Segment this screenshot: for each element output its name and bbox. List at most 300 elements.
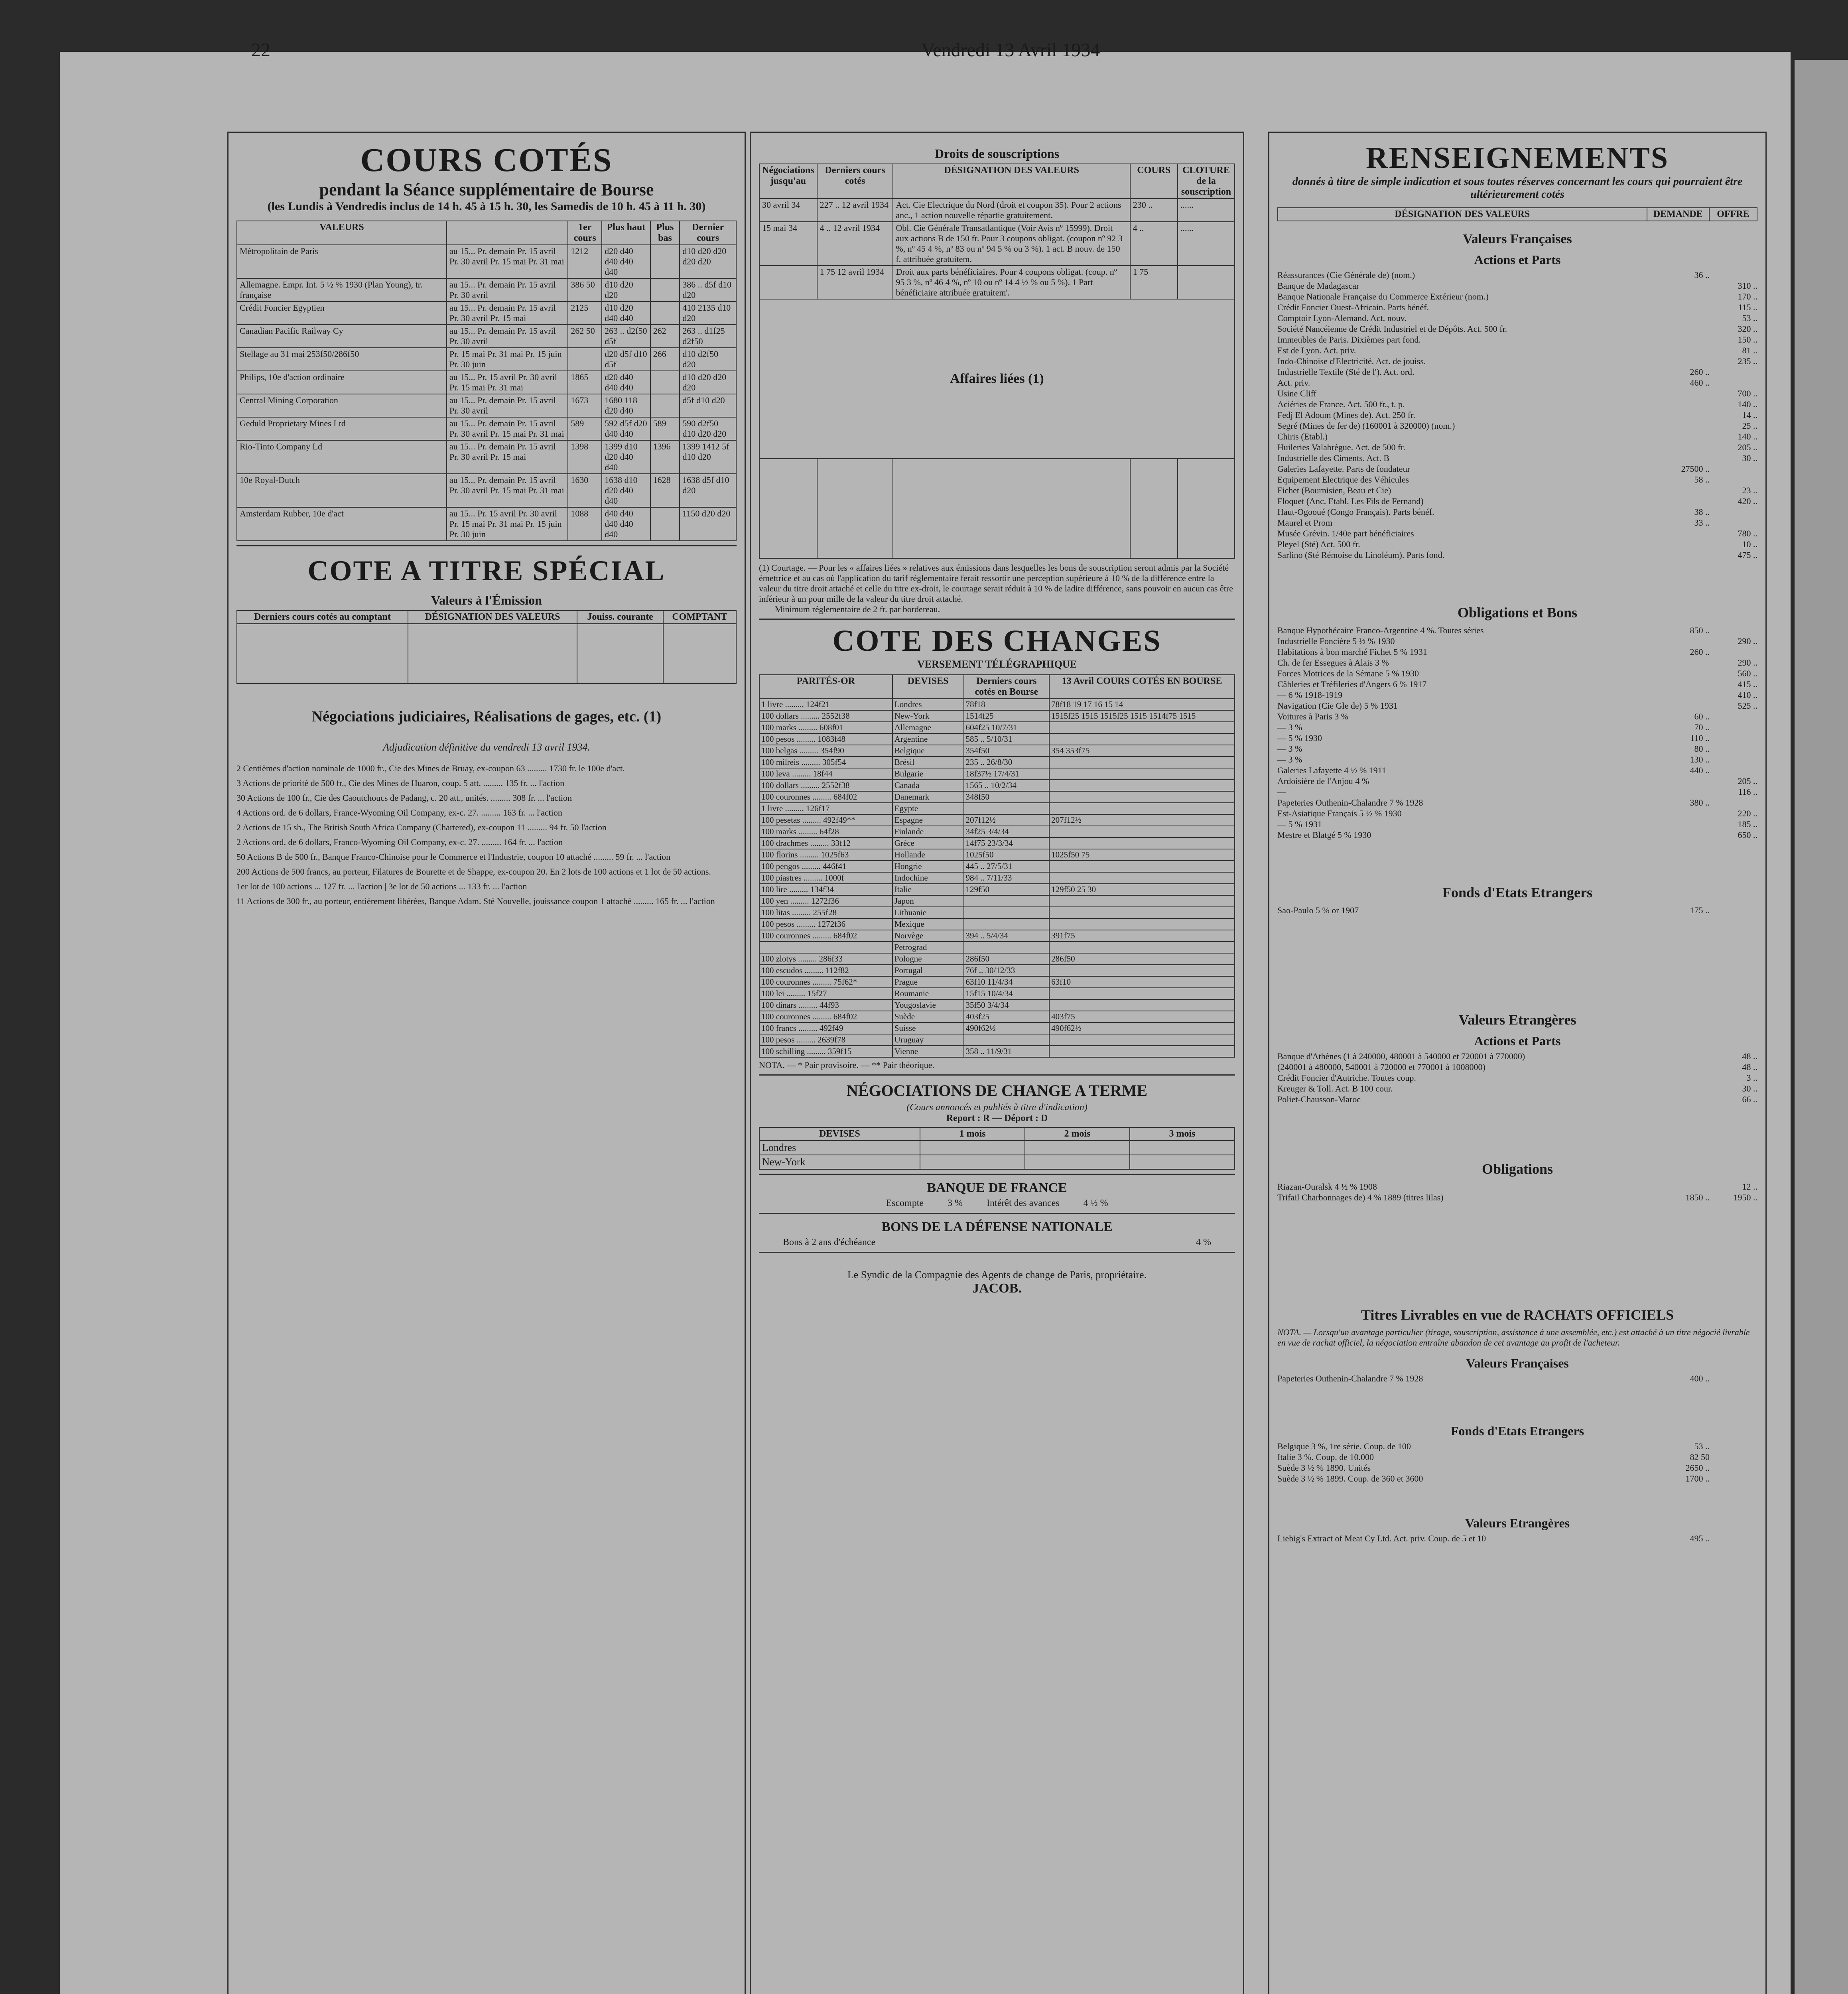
table-row xyxy=(759,733,1235,745)
item-offre: 220 .. xyxy=(1738,808,1757,818)
item-demande: 70 .. xyxy=(1694,722,1710,732)
item-name: Forces Motrices de la Sémane 5 % 1930 xyxy=(1277,668,1419,678)
item-name: (240001 à 480000, 540001 à 720000 et 770001 à 1008000) xyxy=(1277,1062,1485,1072)
table-row xyxy=(759,1034,1235,1046)
changes-cell-devise: Yougoslavie xyxy=(892,999,964,1011)
table-row xyxy=(759,849,1235,861)
changes-cell-dernier: 1025f50 xyxy=(964,849,1050,861)
list-item xyxy=(1277,280,1757,291)
cc-cell-last: 386 .. d5f d10 d20 xyxy=(680,278,736,301)
table-row xyxy=(759,872,1235,884)
item-name: Comptoir Lyon-Alemand. Act. nouv. xyxy=(1277,313,1407,323)
item-name: — 3 % xyxy=(1277,744,1302,754)
cc-cell-high: d20 d40 d40 d40 xyxy=(602,371,650,394)
table-row xyxy=(237,394,736,417)
item-demande xyxy=(1658,528,1710,539)
table-row xyxy=(759,266,1235,299)
cc-cell-first xyxy=(568,348,602,371)
changes-cell-parite: 1 livre ......... 124f21 xyxy=(759,699,892,710)
item-offre: 115 .. xyxy=(1738,302,1757,312)
changes-cell-cours: 207f12½ xyxy=(1049,814,1235,826)
changes-cell-cours xyxy=(1049,872,1235,884)
item-name: Papeteries Outhenin-Chalandre 7 % 1928 xyxy=(1277,1373,1423,1383)
ts-col-3: COMPTANT xyxy=(663,611,736,624)
item-name: Riazan-Ouralsk 4 ½ % 1908 xyxy=(1277,1182,1377,1192)
item-demande xyxy=(1658,1051,1710,1062)
item-demande xyxy=(1658,313,1710,323)
droits-cell-last: 1 75 12 avril 1934 xyxy=(817,266,893,299)
list-item xyxy=(1277,442,1757,453)
changes-cell-cours: 391f75 xyxy=(1049,930,1235,942)
cc-cell-high: 1399 d10 d20 d40 d40 xyxy=(602,440,650,474)
item-offre: 140 .. xyxy=(1738,399,1757,409)
cc-cell-terms: au 15... Pr. demain Pr. 15 avril Pr. 30 avril Pr. 15 mai xyxy=(447,301,568,325)
renseignements-header xyxy=(1277,207,1757,221)
list-item xyxy=(1277,420,1757,431)
table-row xyxy=(759,918,1235,930)
list-item xyxy=(1277,399,1757,410)
list-item xyxy=(1277,453,1757,463)
changes-cell-dernier: 604f25 10/7/31 xyxy=(964,722,1050,733)
cc-cell-low xyxy=(650,245,680,278)
ch-col-0: PARITÉS-OR xyxy=(759,675,892,699)
list-item xyxy=(1277,1441,1757,1452)
cc-cell-terms: Pr. 15 mai Pr. 31 mai Pr. 15 juin Pr. 30 juin xyxy=(447,348,568,371)
changes-cell-devise: Egypte xyxy=(892,803,964,814)
cc-cell-low xyxy=(650,301,680,325)
list-item xyxy=(1277,679,1757,690)
item-offre xyxy=(1710,733,1757,743)
changes-cell-dernier xyxy=(964,1034,1050,1046)
item-name: Indo-Chinoise d'Electricité. Act. de jouiss. xyxy=(1277,356,1426,366)
item-offre xyxy=(1710,463,1757,474)
item-offre xyxy=(1710,722,1757,733)
rachats-title: Titres Livrables en vue de RACHATS OFFICIELS xyxy=(1361,1307,1674,1323)
item-demande xyxy=(1658,410,1710,420)
cc-cell-terms: au 15... Pr. demain Pr. 15 avril Pr. 30 avril Pr. 15 mai Pr. 31 mai xyxy=(447,417,568,440)
list-item xyxy=(1277,366,1757,377)
droits-cell-cours: 230 .. xyxy=(1130,199,1178,222)
list-item xyxy=(1277,302,1757,313)
cc-cell-name: Rio-Tinto Company Ld xyxy=(237,440,447,474)
changes-cell-dernier: 286f50 xyxy=(964,953,1050,965)
list-item xyxy=(1277,506,1757,517)
item-offre xyxy=(1710,765,1757,776)
col-first: 1er cours xyxy=(568,221,602,245)
cc-cell-low: 262 xyxy=(650,325,680,348)
changes-cell-devise: Portugal xyxy=(892,965,964,976)
changes-cell-dernier: 403f25 xyxy=(964,1011,1050,1023)
changes-cell-cours: 286f50 xyxy=(1049,953,1235,965)
item-demande xyxy=(1658,453,1710,463)
item-name: Société Nancéienne de Crédit Industriel et de Dépôts. Act. 500 fr. xyxy=(1277,324,1507,334)
item-name: Equipement Electrique des Véhicules xyxy=(1277,475,1409,485)
item-name: — 3 % xyxy=(1277,722,1302,732)
table-row xyxy=(759,930,1235,942)
item-name: Papeteries Outhenin-Chalandre 7 % 1928 xyxy=(1277,798,1423,808)
cc-cell-high: d20 d5f d10 d5f xyxy=(602,348,650,371)
cours-cotes-title: COURS COTÉS xyxy=(360,142,613,179)
changes-cell-dernier xyxy=(964,803,1050,814)
item-offre: 235 .. xyxy=(1738,356,1757,366)
item-demande: 495 .. xyxy=(1690,1533,1710,1543)
item-name: Ardoisière de l'Anjou 4 % xyxy=(1277,776,1369,786)
item-offre: 780 .. xyxy=(1738,528,1757,538)
list-item xyxy=(1277,496,1757,506)
changes-cell-dernier: 1514f25 xyxy=(964,710,1050,722)
list-item xyxy=(1277,646,1757,657)
item-demande: 850 .. xyxy=(1690,625,1710,635)
droits-cell-date: 30 avril 34 xyxy=(759,199,817,222)
item-offre xyxy=(1710,754,1757,765)
terme-row-londres: Londres xyxy=(759,1141,920,1155)
droits-cell-date: 15 mai 34 xyxy=(759,222,817,266)
ts-col-2: Jouiss. courante xyxy=(577,611,663,624)
item-demande xyxy=(1658,786,1710,797)
changes-table xyxy=(759,674,1235,1058)
changes-cell-devise: Brésil xyxy=(892,757,964,768)
titre-special-title: COTE A TITRE SPÉCIAL xyxy=(307,555,666,587)
item-offre: 205 .. xyxy=(1738,776,1757,786)
changes-cell-parite: 100 schilling ......... 359f15 xyxy=(759,1046,892,1057)
changes-cell-dernier xyxy=(964,907,1050,918)
changes-cell-devise: Mexique xyxy=(892,918,964,930)
changes-cell-cours xyxy=(1049,733,1235,745)
changes-cell-dernier xyxy=(964,942,1050,953)
rs-fonds-etats: Fonds d'Etats Etrangers xyxy=(1442,885,1593,900)
droits-cell-last: 227 .. 12 avril 1934 xyxy=(817,199,893,222)
column-left xyxy=(227,132,746,1994)
list-item xyxy=(1277,550,1757,560)
changes-cell-devise: Finlande xyxy=(892,826,964,837)
changes-cell-dernier xyxy=(964,895,1050,907)
cc-cell-name: Allemagne. Empr. Int. 5 ½ % 1930 (Plan Young), tr. française xyxy=(237,278,447,301)
col-last: Dernier cours xyxy=(680,221,736,245)
rs-valeurs-francaises: Valeurs Françaises xyxy=(1463,232,1572,246)
changes-cell-dernier: 358 .. 11/9/31 xyxy=(964,1046,1050,1057)
item-name: Sao-Paulo 5 % or 1907 xyxy=(1277,905,1359,915)
item-offre: 320 .. xyxy=(1738,324,1757,334)
changes-cell-parite: 100 litas ......... 255f28 xyxy=(759,907,892,918)
item-offre: 185 .. xyxy=(1738,819,1757,829)
list-item xyxy=(1277,765,1757,776)
item-demande xyxy=(1658,1062,1710,1072)
item-name: Industrielle des Ciments. Act. B xyxy=(1277,453,1390,463)
table-row xyxy=(237,371,736,394)
rs-col-2: OFFRE xyxy=(1709,208,1757,221)
cc-cell-high: d10 d20 d20 xyxy=(602,278,650,301)
terme-report: Report : R — Déport : D xyxy=(946,1113,1048,1123)
list-item xyxy=(1277,625,1757,636)
list-item xyxy=(1277,905,1757,916)
changes-cell-parite: 100 dollars ......... 2552f38 xyxy=(759,780,892,791)
item-offre: 1950 .. xyxy=(1733,1192,1757,1202)
droits-cell-cours: 1 75 xyxy=(1130,266,1178,299)
changes-cell-devise: Uruguay xyxy=(892,1034,964,1046)
item-demande: 380 .. xyxy=(1690,798,1710,808)
item-name: Banque de Madagascar xyxy=(1277,281,1359,291)
changes-cell-parite: 100 escudos ......... 112f82 xyxy=(759,965,892,976)
rs-col-0: DÉSIGNATION DES VALEURS xyxy=(1278,208,1647,221)
item-demande: 38 .. xyxy=(1694,507,1710,517)
changes-cell-cours: 78f18 19 17 16 15 14 xyxy=(1049,699,1235,710)
item-name: Aciéries de France. Act. 500 fr., t. p. xyxy=(1277,399,1405,409)
negociations-list xyxy=(236,763,737,906)
changes-cell-dernier xyxy=(964,918,1050,930)
negociation-line: 200 Actions de 500 francs, au porteur, Filatures de Bourette et de Shappe, ex-coupon 20. En 2 lots de 100 actions et 1 lot de 50 actions. xyxy=(236,867,711,877)
changes-cell-cours xyxy=(1049,861,1235,872)
negociations-adjudication: Adjudication définitive du vendredi 13 avril 1934. xyxy=(383,741,590,753)
cc-cell-name: Geduld Proprietary Mines Ltd xyxy=(237,417,447,440)
changes-cell-dernier: 1565 .. 10/2/34 xyxy=(964,780,1050,791)
item-offre: 3 .. xyxy=(1746,1073,1757,1083)
item-offre xyxy=(1710,1441,1757,1452)
changes-cell-dernier: 78f18 xyxy=(964,699,1050,710)
item-offre xyxy=(1710,377,1757,388)
changes-cell-parite: 100 marks ......... 608f01 xyxy=(759,722,892,733)
cc-cell-low xyxy=(650,394,680,417)
changes-cell-cours xyxy=(1049,895,1235,907)
item-demande xyxy=(1658,830,1710,840)
item-demande xyxy=(1658,808,1710,819)
table-row xyxy=(759,780,1235,791)
cc-cell-last: 1638 d5f d10 d20 xyxy=(680,474,736,507)
item-name: Haut-Ogooué (Congo Français). Parts bénéf. xyxy=(1277,507,1434,517)
item-offre: 48 .. xyxy=(1742,1051,1757,1061)
page-edge xyxy=(1795,60,1848,1994)
item-offre: 12 .. xyxy=(1742,1182,1757,1192)
item-name: Voitures à Paris 3 % xyxy=(1277,711,1349,721)
item-name: — 3 % xyxy=(1277,755,1302,764)
changes-cell-cours: 1515f25 1515 1515f25 1515 1514f75 1515 xyxy=(1049,710,1235,722)
item-demande: 260 .. xyxy=(1690,367,1710,377)
list-item xyxy=(1277,334,1757,345)
banque-france-title: BANQUE DE FRANCE xyxy=(927,1180,1067,1195)
cours-cotes-hours: (les Lundis à Vendredis inclus de 14 h. 45 à 15 h. 30, les Samedis de 10 h. 45 à 11 h. 30) xyxy=(267,200,706,213)
item-offre: 205 .. xyxy=(1738,442,1757,452)
changes-cell-parite: 100 yen ......... 1272f36 xyxy=(759,895,892,907)
changes-cell-dernier: 348f50 xyxy=(964,791,1050,803)
ch-col-2: Derniers cours cotés en Bourse xyxy=(964,675,1050,699)
item-name: Maurel et Prom xyxy=(1277,518,1333,528)
changes-cell-parite: 100 piastres ......... 1000f xyxy=(759,872,892,884)
changes-cell-devise: Petrograd xyxy=(892,942,964,953)
item-offre: 525 .. xyxy=(1738,701,1757,711)
item-offre: 66 .. xyxy=(1742,1094,1757,1104)
changes-cell-devise: Pologne xyxy=(892,953,964,965)
ch-col-3: 13 Avril COURS COTÉS EN BOURSE xyxy=(1049,675,1235,699)
rachats-fe: Fonds d'Etats Etrangers xyxy=(1450,1424,1584,1438)
table-row xyxy=(237,301,736,325)
list-item xyxy=(1277,485,1757,496)
bons-defense-row xyxy=(759,1237,1235,1248)
item-name: Navigation (Cie Gle de) 5 % 1931 xyxy=(1277,701,1398,711)
item-demande xyxy=(1658,302,1710,313)
item-name: Banque d'Athènes (1 à 240000, 480001 à 540000 et 720001 à 770000) xyxy=(1277,1051,1525,1061)
changes-cell-cours xyxy=(1049,757,1235,768)
changes-cell-cours: 1025f50 75 xyxy=(1049,849,1235,861)
list-item xyxy=(1277,1062,1757,1072)
col-terms xyxy=(447,221,568,245)
ch-col-1: DEVISES xyxy=(892,675,964,699)
list-item xyxy=(1277,388,1757,399)
table-row xyxy=(759,757,1235,768)
cc-cell-first: 1088 xyxy=(568,507,602,541)
changes-cell-dernier: 14f75 23/3/34 xyxy=(964,837,1050,849)
table-row xyxy=(759,907,1235,918)
item-name: Galeries Lafayette 4 ½ % 1911 xyxy=(1277,765,1386,775)
item-offre xyxy=(1710,646,1757,657)
courtage-minimum: Minimum réglementaire de 2 fr. par bordereau. xyxy=(775,604,940,614)
item-demande xyxy=(1658,668,1710,679)
list-item xyxy=(1277,528,1757,539)
cc-cell-high: d40 d40 d40 d40 d40 xyxy=(602,507,650,541)
item-name: Mestre et Blatgé 5 % 1930 xyxy=(1277,830,1371,840)
table-row xyxy=(759,942,1235,953)
item-name: Industrielle Textile (Sté de l'). Act. ord. xyxy=(1277,367,1415,377)
item-demande: 82 50 xyxy=(1690,1452,1710,1462)
item-offre xyxy=(1710,743,1757,754)
negociation-line: 1er lot de 100 actions ... 127 fr. ... l'action | 3e lot de 50 actions ... 133 fr. ... l'action xyxy=(236,881,527,891)
item-demande xyxy=(1658,280,1710,291)
changes-cell-cours: 129f50 25 30 xyxy=(1049,884,1235,895)
dr-col-0: Négociations jusqu'au xyxy=(759,164,817,199)
item-demande xyxy=(1658,1083,1710,1094)
changes-cell-dernier: 35f50 3/4/34 xyxy=(964,999,1050,1011)
cc-cell-terms: au 15... Pr. demain Pr. 15 avril Pr. 30 avril xyxy=(447,394,568,417)
list-item xyxy=(1277,463,1757,474)
item-demande: 400 .. xyxy=(1690,1373,1710,1383)
changes-cell-dernier: 445 .. 27/5/31 xyxy=(964,861,1050,872)
rs-actions-parts-etr: Actions et Parts xyxy=(1474,1034,1561,1048)
droits-cell-last: 4 .. 12 avril 1934 xyxy=(817,222,893,266)
item-offre: 150 .. xyxy=(1738,335,1757,345)
table-row xyxy=(237,474,736,507)
item-offre: 310 .. xyxy=(1738,281,1757,291)
negociation-line: 2 Centièmes d'action nominale de 1000 fr., Cie des Mines de Bruay, ex-coupon 63 ......... 1730 fr. le 100e d'act. xyxy=(236,763,625,773)
item-name: Huileries Valabrègue. Act. de 500 fr. xyxy=(1277,442,1405,452)
item-demande xyxy=(1658,334,1710,345)
item-offre xyxy=(1710,366,1757,377)
cc-cell-name: Stellage au 31 mai 253f50/286f50 xyxy=(237,348,447,371)
changes-cell-cours xyxy=(1049,999,1235,1011)
changes-cell-dernier: 394 .. 5/4/34 xyxy=(964,930,1050,942)
list-item xyxy=(1277,345,1757,356)
item-name: Habitations à bon marché Fichet 5 % 1931 xyxy=(1277,647,1427,657)
renseignements-subtitle: donnés à titre de simple indication et sous toutes réserves concernant les cours qui pourraient être ultérieurement cotés xyxy=(1292,175,1743,201)
item-demande: 1700 .. xyxy=(1685,1474,1710,1484)
cc-cell-name: Central Mining Corporation xyxy=(237,394,447,417)
negociation-line: 50 Actions B de 500 fr., Banque Franco-Chinoise pour le Commerce et l'Industrie, coupon 10 attaché ......... 59 fr. ... l'action xyxy=(236,852,671,862)
cc-cell-last: d10 d20 d20 d20 d20 xyxy=(680,245,736,278)
changes-cell-cours: 354 353f75 xyxy=(1049,745,1235,757)
cc-cell-terms: au 15... Pr. 15 avril Pr. 30 avril Pr. 15 mai Pr. 31 mai Pr. 15 juin Pr. 30 juin xyxy=(447,507,568,541)
terme-title: NÉGOCIATIONS DE CHANGE A TERME xyxy=(846,1082,1148,1099)
changes-cell-parite: 100 florins ......... 1025f63 xyxy=(759,849,892,861)
item-offre xyxy=(1710,905,1757,916)
table-row xyxy=(237,507,736,541)
item-name: Suède 3 ½ % 1899. Coup. de 360 et 3600 xyxy=(1277,1474,1423,1484)
changes-cell-dernier: 34f25 3/4/34 xyxy=(964,826,1050,837)
negociation-line: 2 Actions de 15 sh., The British South Africa Company (Chartered), ex-coupon 11 ......... 94 fr. 50 l'action xyxy=(236,822,607,832)
item-demande xyxy=(1658,1072,1710,1083)
avances-value: 4 ½ % xyxy=(1083,1198,1108,1208)
item-demande xyxy=(1658,776,1710,786)
item-offre: 415 .. xyxy=(1738,679,1757,689)
list-item xyxy=(1277,313,1757,323)
changes-cell-parite: 100 lei ......... 15f27 xyxy=(759,988,892,999)
changes-cell-dernier: 207f12½ xyxy=(964,814,1050,826)
item-offre: 700 .. xyxy=(1738,388,1757,398)
item-name: Suède 3 ½ % 1890. Unités xyxy=(1277,1463,1371,1473)
table-row xyxy=(759,722,1235,733)
terme-table xyxy=(759,1127,1235,1170)
changes-subtitle: VERSEMENT TÉLÉGRAPHIQUE xyxy=(917,658,1077,670)
item-offre xyxy=(1710,1462,1757,1473)
item-offre xyxy=(1710,506,1757,517)
changes-title: COTE DES CHANGES xyxy=(832,624,1162,658)
changes-cell-parite: 100 dollars ......... 2552f38 xyxy=(759,710,892,722)
item-offre: 650 .. xyxy=(1738,830,1757,840)
table-row xyxy=(759,988,1235,999)
item-name: Musée Grévin. 1/40e part bénéficiaires xyxy=(1277,528,1414,538)
changes-cell-devise: Roumanie xyxy=(892,988,964,999)
changes-cell-devise: Grèce xyxy=(892,837,964,849)
item-demande: 27500 .. xyxy=(1681,464,1710,474)
cc-cell-terms: au 15... Pr. demain Pr. 15 avril Pr. 30 avril Pr. 15 mai Pr. 31 mai xyxy=(447,245,568,278)
table-row xyxy=(759,814,1235,826)
tm-col-3: 3 mois xyxy=(1130,1127,1235,1141)
avances-label: Intérêt des avances xyxy=(987,1198,1060,1208)
cc-cell-first: 1865 xyxy=(568,371,602,394)
rachats-ve-list xyxy=(1277,1533,1757,1544)
item-name: Galeries Lafayette. Parts de fondateur xyxy=(1277,464,1410,474)
cc-cell-last: d10 d2f50 d20 xyxy=(680,348,736,371)
changes-cell-dernier: 490f62½ xyxy=(964,1023,1050,1034)
table-row xyxy=(237,440,736,474)
droits-cell-date xyxy=(759,266,817,299)
changes-cell-cours xyxy=(1049,907,1235,918)
terme-row-newyork: New-York xyxy=(759,1155,920,1169)
item-demande xyxy=(1658,700,1710,711)
syndic-line: Le Syndic de la Compagnie des Agents de change de Paris, propriétaire. xyxy=(847,1269,1147,1281)
item-name: Fedj El Adoum (Mines de). Act. 250 fr. xyxy=(1277,410,1415,420)
changes-cell-devise: Hongrie xyxy=(892,861,964,872)
list-item xyxy=(1277,830,1757,840)
changes-cell-parite: 100 couronnes ......... 75f62* xyxy=(759,976,892,988)
changes-cell-cours: 403f75 xyxy=(1049,1011,1235,1023)
ts-col-1: DÉSIGNATION DES VALEURS xyxy=(408,611,577,624)
item-name: Trifail Charbonnages de) 4 % 1889 (titres lilas) xyxy=(1277,1192,1444,1202)
changes-cell-cours: 490f62½ xyxy=(1049,1023,1235,1034)
item-demande xyxy=(1658,1181,1710,1192)
item-name: Banque Hypothécaire Franco-Argentine 4 %. Toutes séries xyxy=(1277,625,1484,635)
changes-cell-dernier: 63f10 11/4/34 xyxy=(964,976,1050,988)
rs-col-1: DEMANDE xyxy=(1647,208,1709,221)
changes-cell-cours xyxy=(1049,826,1235,837)
changes-cell-parite: 100 zlotys ......... 286f33 xyxy=(759,953,892,965)
cc-cell-terms: au 15... Pr. demain Pr. 15 avril Pr. 30 avril Pr. 15 mai xyxy=(447,440,568,474)
item-demande: 33 .. xyxy=(1694,518,1710,528)
cc-cell-last: 263 .. d1f25 d2f50 xyxy=(680,325,736,348)
cc-cell-first: 1398 xyxy=(568,440,602,474)
changes-cell-dernier: 15f15 10/4/34 xyxy=(964,988,1050,999)
cc-cell-first: 2125 xyxy=(568,301,602,325)
item-offre: 14 .. xyxy=(1742,410,1757,420)
list-item xyxy=(1277,743,1757,754)
table-row xyxy=(759,965,1235,976)
item-demande xyxy=(1658,539,1710,550)
